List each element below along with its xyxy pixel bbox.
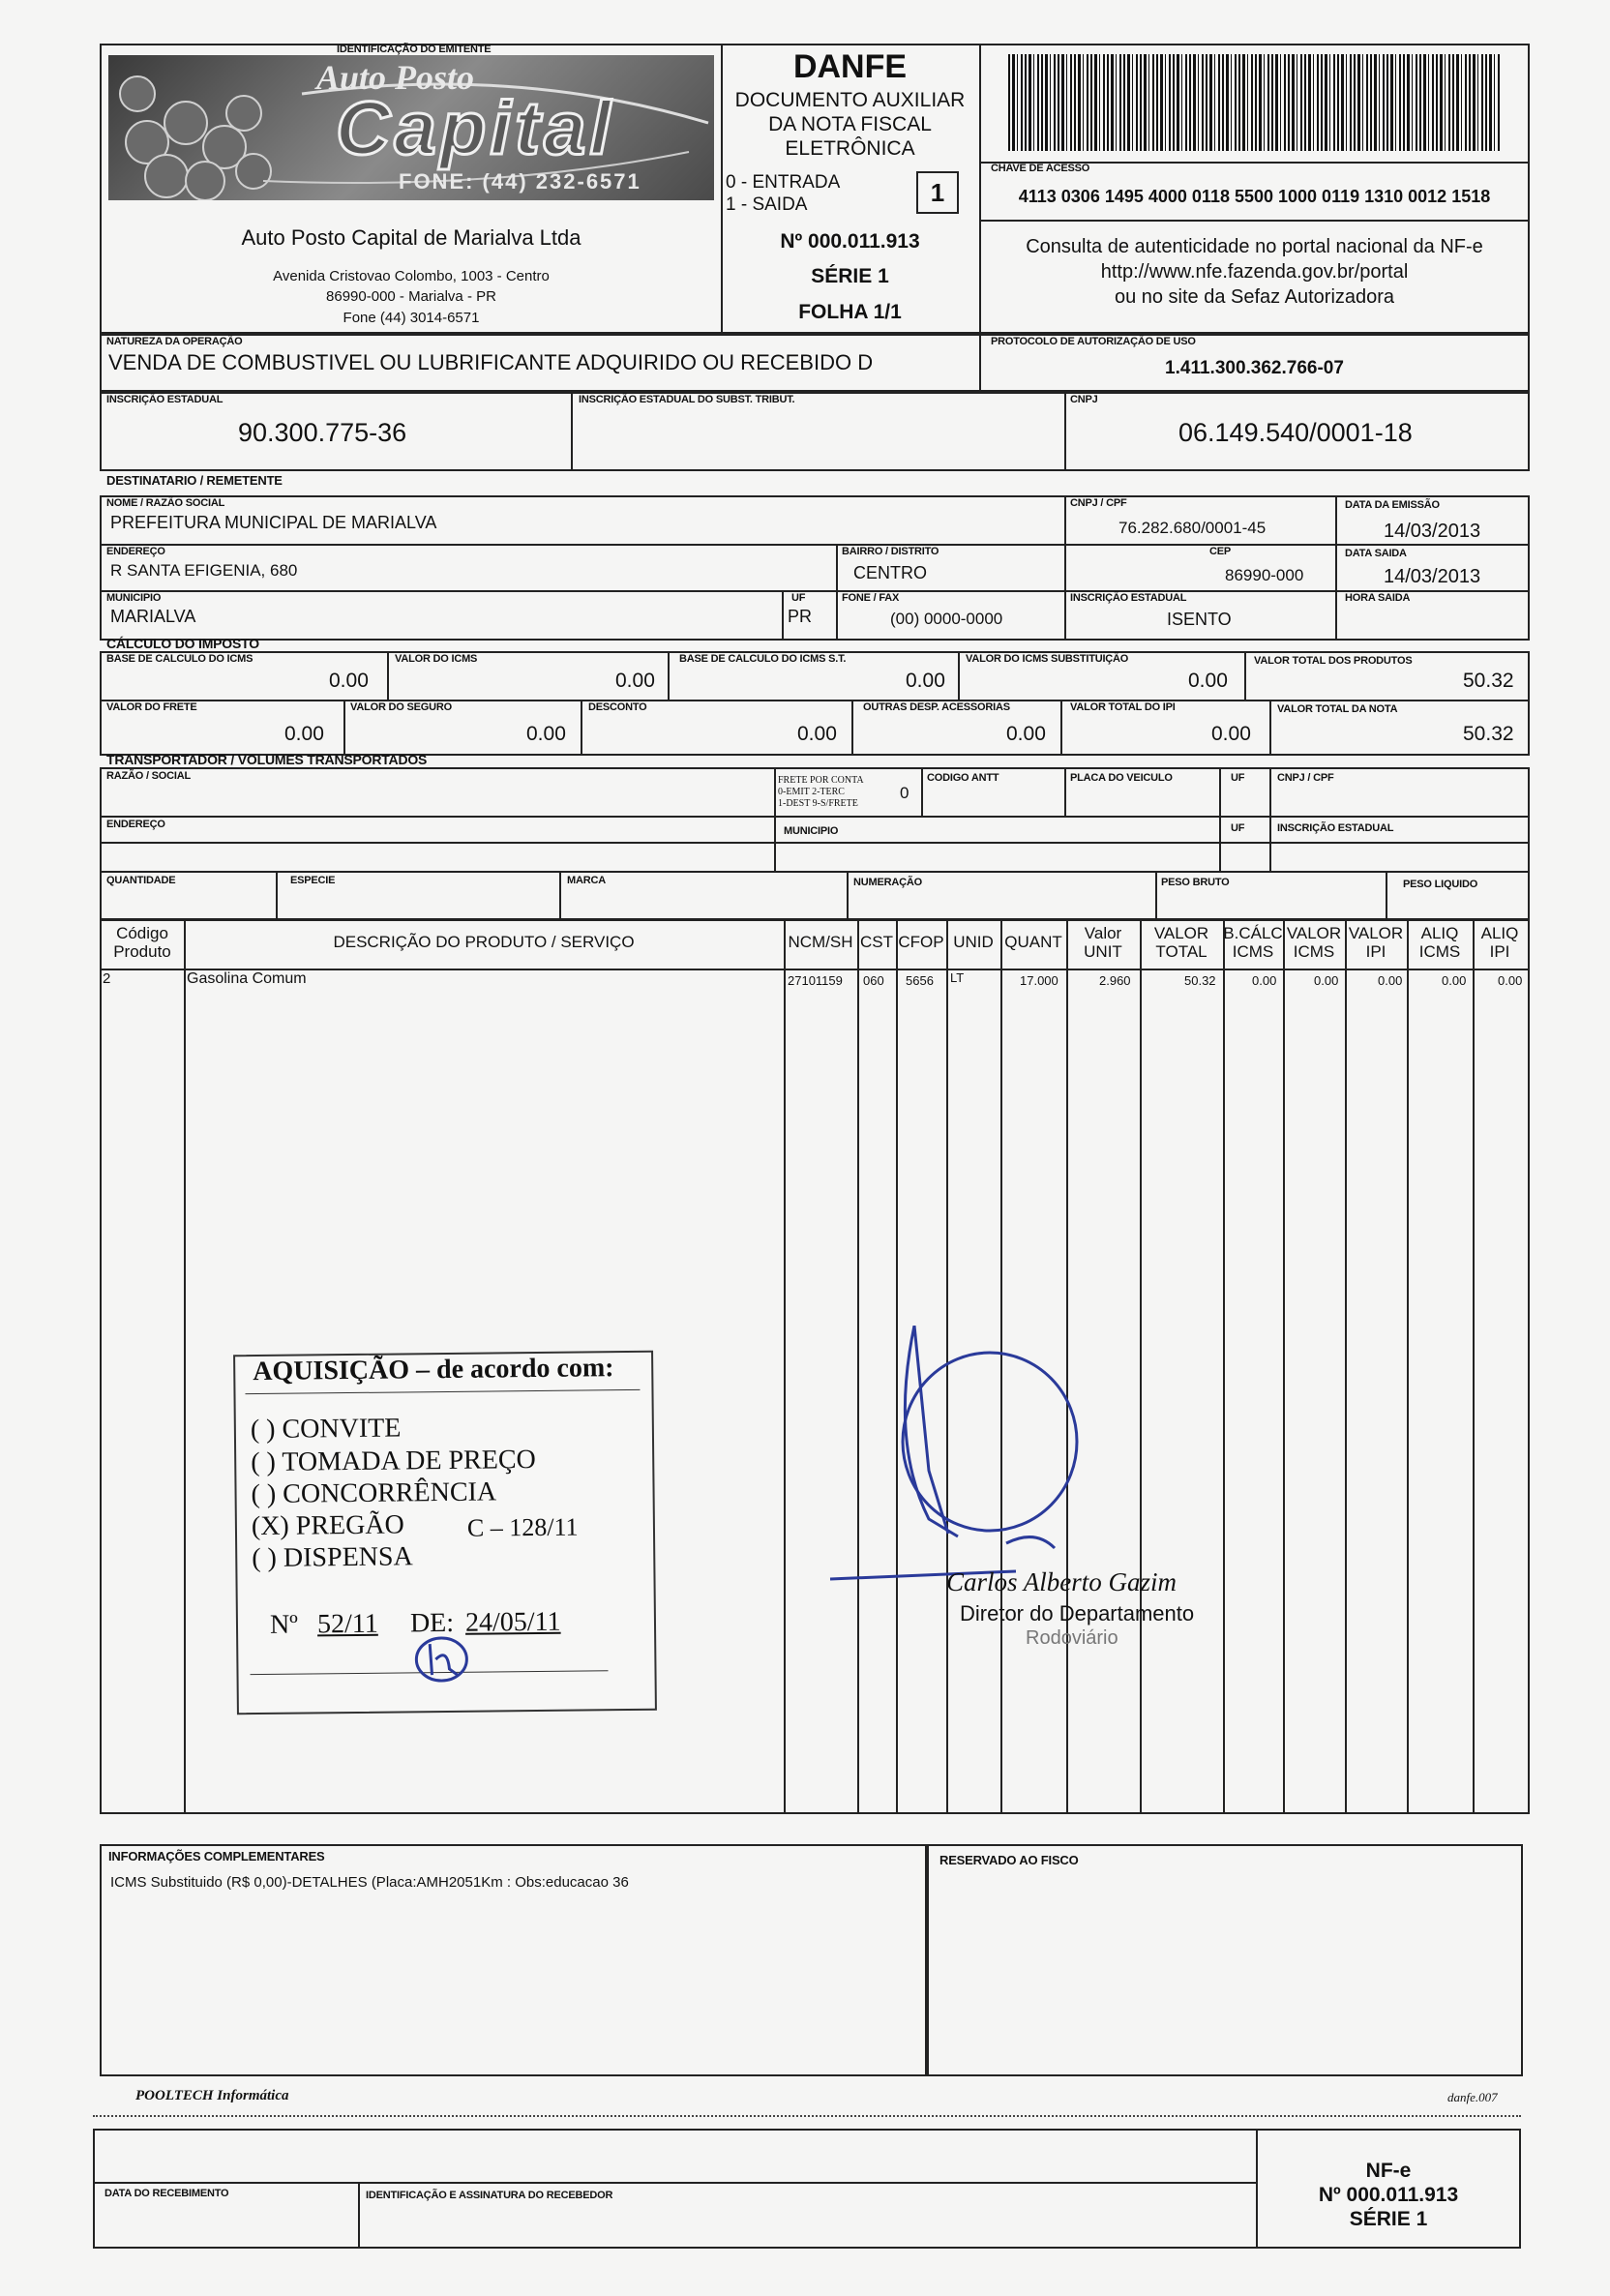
row-valor-unit: 2.960	[1099, 973, 1131, 988]
consulta-url[interactable]: http://www.nfe.fazenda.gov.br/portal	[1100, 261, 1409, 283]
protocolo-value: 1.411.300.362.766-07	[1165, 358, 1344, 378]
peso-bruto-label: PESO BRUTO	[1161, 877, 1230, 888]
dest-hora-label: HORA SAIDA	[1345, 592, 1411, 604]
total-nota-label: VALOR TOTAL DA NOTA	[1277, 703, 1398, 715]
transp-cnpj-label: CNPJ / CPF	[1277, 772, 1334, 784]
emitente-city: 86990-000 - Marialva - PR	[326, 288, 496, 305]
stamp-data: 24/05/11	[464, 1606, 561, 1638]
stamp-pregao-ref: C – 128/11	[466, 1512, 579, 1542]
signature-role-2: Rodoviário	[1026, 1627, 1118, 1644]
transp-endereco-label: ENDEREÇO	[106, 819, 165, 830]
row-valor-ipi: 0.00	[1378, 973, 1403, 988]
row-cst: 060	[863, 973, 884, 988]
dest-nome: PREFEITURA MUNICIPAL DE MARIALVA	[110, 513, 437, 532]
stamp-numero: 52/11	[316, 1608, 378, 1640]
transp-municipio-label: MUNICIPIO	[784, 825, 839, 837]
dest-ie: ISENTO	[1167, 610, 1232, 629]
row-aliq-ipi: 0.00	[1498, 973, 1523, 988]
initials-scribble-icon	[402, 1630, 481, 1689]
valor-icms: 0.00	[615, 670, 655, 692]
dest-cep: 86990-000	[1225, 566, 1304, 584]
col-cfop: CFOP	[898, 933, 944, 951]
logo-phone: FONE: (44) 232-6571	[399, 169, 641, 194]
frete-conta-line-2: 0-EMIT 2-TERC	[778, 787, 845, 797]
base-st-label: BASE DE CALCULO DO ICMS S.T.	[679, 653, 847, 665]
valor-icms-label: VALOR DO ICMS	[395, 653, 478, 665]
dest-emissao-label: DATA DA EMISSÃO	[1345, 499, 1440, 511]
stamp-convite: ( ) CONVITE	[250, 1413, 402, 1446]
transp-uf2-label: UF	[1231, 822, 1245, 834]
row-unid: LT	[950, 970, 965, 985]
placa-label: PLACA DO VEICULO	[1070, 772, 1173, 784]
col-aliq-ipi: ALIQ IPI	[1480, 924, 1519, 961]
col-descricao: DESCRIÇÃO DO PRODUTO / SERVIÇO	[333, 933, 635, 951]
stamp-concorrencia: ( ) CONCORRÊNCIA	[251, 1476, 497, 1510]
dest-fone-label: FONE / FAX	[842, 592, 900, 604]
especie-label: ESPECIE	[290, 875, 336, 886]
aquisicao-stamp	[233, 1351, 657, 1715]
frete-conta-line-3: 1-DEST 9-S/FRETE	[778, 798, 858, 809]
emitente-address: Avenida Cristovao Colombo, 1003 - Centro	[273, 268, 550, 284]
danfe-folha: FOLHA 1/1	[798, 301, 902, 323]
info-label: INFORMAÇÕES COMPLEMENTARES	[108, 1849, 325, 1864]
row-quant: 17.000	[1020, 973, 1058, 988]
transportador-section-label: TRANSPORTADOR / VOLUMES TRANSPORTADOS	[106, 752, 428, 767]
dest-uf: PR	[788, 607, 813, 626]
col-cst: CST	[860, 933, 893, 951]
canhoto-assinatura-label: IDENTIFICAÇÃO E ASSINATURA DO RECEBEDOR	[366, 2190, 613, 2201]
base-icms: 0.00	[329, 670, 369, 692]
desconto-label: DESCONTO	[588, 701, 647, 713]
dest-saida-label: DATA SAIDA	[1345, 548, 1407, 559]
desconto: 0.00	[797, 723, 837, 745]
numeracao-label: NUMERAÇÃO	[853, 877, 922, 888]
ie-label: INSCRIÇÃO ESTADUAL	[106, 394, 224, 405]
danfe-serie: SÉRIE 1	[811, 265, 889, 287]
outras: 0.00	[1006, 723, 1046, 745]
chave-label: CHAVE DE ACESSO	[991, 163, 1090, 174]
signature-icon	[822, 1326, 1151, 1596]
emitente-logo	[108, 55, 714, 200]
transp-razao-label: RAZÃO / SOCIAL	[106, 770, 192, 782]
outras-label: OUTRAS DESP. ACESSORIAS	[863, 701, 1010, 713]
dest-endereco-label: ENDEREÇO	[106, 546, 165, 557]
dest-municipio: MARIALVA	[110, 607, 196, 626]
emitente-phone: Fone (44) 3014-6571	[343, 310, 480, 326]
row-valor-icms: 0.00	[1314, 973, 1339, 988]
dest-cnpj-label: CNPJ / CPF	[1070, 497, 1127, 509]
row-valor-total: 50.32	[1184, 973, 1216, 988]
col-unid: UNID	[953, 933, 994, 951]
stamp-pregao: (X) PREGÃO	[251, 1509, 404, 1542]
natureza-label: NATUREZA DA OPERAÇÃO	[106, 336, 243, 347]
chave-value: 4113 0306 1495 4000 0118 5500 1000 0119 1310 0012 1518	[1018, 187, 1491, 206]
danfe-tipo: 1	[916, 171, 959, 214]
canhoto-data-label: DATA DO RECEBIMENTO	[104, 2188, 229, 2199]
frete: 0.00	[284, 723, 324, 745]
base-icms-label: BASE DE CALCULO DO ICMS	[106, 653, 253, 665]
software-credit: POOLTECH Informática	[135, 2088, 289, 2103]
col-quant: QUANT	[1004, 933, 1062, 951]
row-descricao: Gasolina Comum	[187, 970, 307, 987]
col-valor-unit: Valor UNIT	[1084, 924, 1122, 961]
ie-value: 90.300.775-36	[238, 418, 407, 447]
col-valor-total: VALOR TOTAL	[1153, 924, 1209, 961]
danfe-subtitle-1: DOCUMENTO AUXILIAR	[734, 89, 966, 111]
col-codigo: Código Produto	[113, 924, 171, 961]
transp-uf-label: UF	[1231, 772, 1245, 784]
row-base-icms: 0.00	[1252, 973, 1277, 988]
base-st: 0.00	[906, 670, 945, 692]
consulta-line-1: Consulta de autenticidade no portal nacional da NF-e	[1026, 236, 1483, 257]
form-version: danfe.007	[1447, 2090, 1498, 2104]
danfe-title: DANFE	[792, 48, 908, 85]
dest-nome-label: NOME / RAZÃO SOCIAL	[106, 497, 225, 509]
cnpj-emitente-label: CNPJ	[1070, 394, 1098, 405]
frete-conta-line-1: FRETE POR CONTA	[778, 775, 864, 786]
imposto-section-label: CÁLCULO DO IMPOSTO	[106, 636, 259, 651]
antt-label: CODIGO ANTT	[927, 772, 999, 784]
danfe-numero: Nº 000.011.913	[780, 230, 920, 253]
marca-label: MARCA	[567, 875, 606, 886]
destinatario-section-label: DESTINATARIO / REMETENTE	[106, 473, 283, 488]
col-ncm: NCM/SH	[788, 933, 853, 951]
dest-endereco: R SANTA EFIGENIA, 680	[110, 561, 298, 580]
dest-bairro-label: BAIRRO / DISTRITO	[842, 546, 939, 557]
stamp-data-prefix: DE:	[409, 1607, 455, 1639]
dest-emissao: 14/03/2013	[1384, 521, 1481, 542]
fisco-label: RESERVADO AO FISCO	[939, 1853, 1079, 1867]
danfe-entrada: 0 - ENTRADA	[726, 172, 841, 193]
dest-saida: 14/03/2013	[1384, 566, 1481, 587]
peso-liquido-label: PESO LIQUIDO	[1403, 879, 1478, 890]
frete-conta-value: 0	[900, 784, 909, 802]
row-codigo: 2	[103, 970, 111, 987]
signature-name: Carlos Alberto Gazim	[946, 1567, 1178, 1596]
row-ncm: 27101159	[788, 973, 843, 988]
col-base-icms: B.CÁLC ICMS	[1223, 924, 1283, 961]
col-aliq-icms: ALIQ ICMS	[1418, 924, 1461, 961]
ipi-label: VALOR TOTAL DO IPI	[1070, 701, 1176, 713]
valor-st: 0.00	[1188, 670, 1228, 692]
row-aliq-icms: 0.00	[1442, 973, 1467, 988]
danfe-subtitle-3: ELETRÔNICA	[785, 137, 915, 160]
transp-ie-label: INSCRIÇÃO ESTADUAL	[1277, 822, 1394, 834]
logo-text-top: Auto Posto	[316, 58, 475, 97]
ie-st-label: INSCRIÇÃO ESTADUAL DO SUBST. TRIBUT.	[579, 394, 795, 405]
canhoto-numero: Nº 000.011.913	[1318, 2184, 1459, 2206]
total-nota: 50.32	[1463, 723, 1514, 745]
canhoto-serie: SÉRIE 1	[1349, 2208, 1428, 2230]
logo-text-main: Capital	[336, 85, 615, 170]
dest-cep-label: CEP	[1209, 546, 1232, 557]
stamp-title: AQUISIÇÃO – de acordo com:	[253, 1353, 614, 1387]
frete-label: VALOR DO FRETE	[106, 701, 197, 713]
dest-fone: (00) 0000-0000	[890, 610, 1003, 628]
stamp-dispensa: ( ) DISPENSA	[252, 1541, 413, 1574]
dest-bairro: CENTRO	[853, 563, 927, 582]
natureza-value: VENDA DE COMBUSTIVEL OU LUBRIFICANTE ADQUIRIDO OU RECEBIDO D	[108, 350, 874, 374]
danfe-saida: 1 - SAIDA	[726, 194, 808, 215]
dest-municipio-label: MUNICIPIO	[106, 592, 162, 604]
seguro-label: VALOR DO SEGURO	[350, 701, 452, 713]
valor-st-label: VALOR DO ICMS SUBSTITUIÇÃO	[966, 653, 1129, 665]
col-valor-ipi: VALOR IPI	[1348, 924, 1404, 961]
col-valor-icms: VALOR ICMS	[1286, 924, 1342, 961]
emitente-name: Auto Posto Capital de Marialva Ltda	[241, 225, 581, 250]
dest-ie-label: INSCRIÇÃO ESTADUAL	[1070, 592, 1187, 604]
consulta-line-3: ou no site da Sefaz Autorizadora	[1114, 286, 1395, 308]
row-cfop: 5656	[906, 973, 934, 988]
stamp-tomada: ( ) TOMADA DE PREÇO	[251, 1445, 536, 1478]
quantidade-label: QUANTIDADE	[106, 875, 176, 886]
danfe-subtitle-2: DA NOTA FISCAL	[768, 113, 932, 135]
canhoto-nfe: NF-e	[1365, 2160, 1412, 2182]
ipi: 0.00	[1211, 723, 1251, 745]
seguro: 0.00	[526, 723, 566, 745]
dest-uf-label: UF	[791, 592, 806, 604]
total-produtos-label: VALOR TOTAL DOS PRODUTOS	[1254, 655, 1413, 667]
stamp-numero-prefix: Nº	[269, 1609, 299, 1640]
dest-cnpj: 76.282.680/0001-45	[1118, 519, 1267, 537]
signature-role-1: Diretor do Departamento	[960, 1601, 1195, 1625]
total-produtos: 50.32	[1463, 670, 1514, 692]
cnpj-emitente-value: 06.149.540/0001-18	[1178, 418, 1413, 447]
access-key-barcode	[1008, 54, 1502, 151]
protocolo-label: PROTOCOLO DE AUTORIZAÇÃO DE USO	[991, 336, 1196, 347]
info-value: ICMS Substituido (R$ 0,00)-DETALHES (Placa:AMH2051Km : Obs:educacao 36	[110, 1874, 629, 1891]
emitente-section-label: IDENTIFICAÇÃO DO EMITENTE	[337, 44, 492, 55]
